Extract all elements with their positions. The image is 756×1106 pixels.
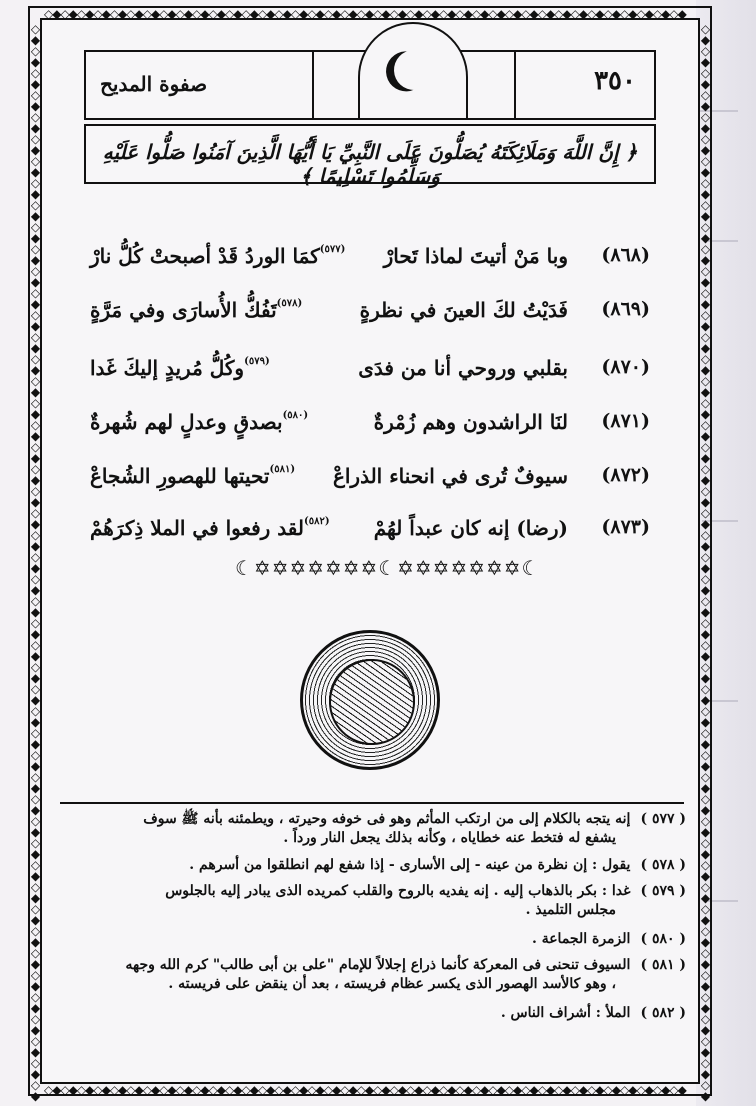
footnote-ref: (٥٨١) <box>269 464 296 475</box>
footnote <box>60 930 686 949</box>
page-number: ٣٥٠ <box>594 66 636 96</box>
quran-verse-box <box>84 124 656 188</box>
footnote-text: الملأ : أشراف الناس . <box>500 1005 631 1021</box>
poem-line <box>90 298 650 338</box>
quran-verse: ﴿ إِنَّ اللَّهَ وَمَلَائِكَتَهُ يُصَلُّونَ عَلَى النَّبِيِّ يَا أَيُّهَا الَّذِينَ آمَنُوا صَلُّوا عَلَيْهِ وَسَلِّمُوا تَسْلِيمًا ﴾ <box>102 140 638 188</box>
footnote-number: ( ٥٨١ ) <box>640 957 686 973</box>
footnote-ref: (٥٨٠) <box>282 410 309 421</box>
footnote <box>60 956 686 994</box>
first-hemistich: (رضا) إنه كان عبداً لهُمْ <box>373 516 568 540</box>
footnote-ref: (٥٧٧) <box>319 244 346 255</box>
footnote-text: يشفع له فتخط عنه خطاياه ، وكأنه بذلك يجعل النار ورداً . <box>283 830 616 846</box>
bleed-line <box>708 240 738 242</box>
bleed-line <box>708 900 738 902</box>
footnote <box>60 882 686 920</box>
calligraphy-seal <box>300 630 440 770</box>
second-hemistich: $^{(٥٧٩)}$وكُلُّ مُريدٍ إليكَ غَدا <box>90 356 270 380</box>
first-hemistich: لنَا الراشدون وهم زُمْرةٌ <box>373 410 568 434</box>
verse-number: (٨٧١) <box>601 410 650 432</box>
verse-number: (٨٧٢) <box>601 464 650 486</box>
second-hemistich: $^{(٥٧٨)}$تَفُكُّ الأُسارَى وفي مَرَّةٍ <box>90 298 303 322</box>
footnote-ref: (٥٨٢) <box>304 516 330 527</box>
border-chain-top: ◇◆◇◆◇◆◇◆◇◆◇◆◇◆◇◆◇◆◇◆◇◆◇◆◇◆◇◆◇◆◇◆◇◆◇◆◇◆◇◆◇◆◇◆◇◆◇◆◇◆◇◆◇◆◇◆◇◆◇◆◇◆◇◆◇◆◇◆◇◆◇◆◇◆◇◆◇◆ <box>44 7 686 21</box>
first-hemistich: فَدَيْتُ لكَ العينَ في نظرةٍ <box>359 298 568 322</box>
verse-number: (٨٧٣) <box>601 516 650 538</box>
footnote-text: غدا : بكر بالذهاب إليه . إنه يفديه بالروح والقلب كمريده الذى يبادر إليه بالجلوس <box>165 883 631 899</box>
footnote-divider <box>60 802 684 804</box>
border-chain-bottom: ◇◆◇◆◇◆◇◆◇◆◇◆◇◆◇◆◇◆◇◆◇◆◇◆◇◆◇◆◇◆◇◆◇◆◇◆◇◆◇◆◇◆◇◆◇◆◇◆◇◆◇◆◇◆◇◆◇◆◇◆◇◆◇◆◇◆◇◆◇◆◇◆◇◆◇◆◇◆ <box>44 1083 686 1097</box>
footnote-ref: (٥٧٩) <box>244 356 270 367</box>
second-hemistich: $^{(٥٨٠)}$بصدقٍ وعدلٍ لهم شُهرةٌ <box>90 410 309 434</box>
second-hemistich: $^{(٥٨٢)}$لقد رفعوا في الملا ذِكرَهُمْ <box>90 516 330 540</box>
footnote-number: ( ٥٧٩ ) <box>640 883 686 899</box>
footnote-text: مجلس التلميذ . <box>525 902 616 918</box>
poem-line <box>90 244 650 284</box>
footnote <box>60 810 686 848</box>
chapter-title: صفوة المديح <box>100 72 208 96</box>
footnote <box>60 856 686 875</box>
footnote <box>60 1004 686 1023</box>
arch-step-left <box>312 52 362 120</box>
second-hemistich: $^{(٥٨١)}$تحيتها للهصورِ الشُجاعْ <box>90 464 296 488</box>
verse-number: (٨٦٩) <box>601 298 650 320</box>
first-hemistich: وبا مَنْ أتيتَ لماذا تَحارْ <box>383 244 568 268</box>
second-hemistich: $^{(٥٧٧)}$كمَا الوردُ قَدْ أصبحتْ كُلُّ نارْ <box>90 244 346 268</box>
footnote-number: ( ٥٨٠ ) <box>640 931 686 947</box>
poem-line <box>90 464 650 504</box>
footnote-number: ( ٥٨٢ ) <box>640 1005 686 1021</box>
border-chain-left: ◇◆◇◆◇◆◇◆◇◆◇◆◇◆◇◆◇◆◇◆◇◆◇◆◇◆◇◆◇◆◇◆◇◆◇◆◇◆◇◆◇◆◇◆◇◆◇◆◇◆◇◆◇◆◇◆◇◆◇◆◇◆◇◆◇◆◇◆◇◆◇◆◇◆◇◆◇◆◇◆◇◆◇◆◇◆◇◆◇◆◇◆◇◆◇◆◇◆ <box>30 22 40 1103</box>
footnote-number: ( ٥٧٨ ) <box>640 857 686 873</box>
poem-line <box>90 410 650 450</box>
crescent-icon <box>388 44 439 95</box>
footnote-ref: (٥٧٨) <box>276 298 303 309</box>
star-ornament-row: ☾✡✡✡✡✡✡✡☾✡✡✡✡✡✡✡☾ <box>235 556 541 580</box>
poem-line <box>90 516 650 556</box>
verse-number: (٨٧٠) <box>601 356 650 378</box>
footnote-text: السيوف تنحنى فى المعركة كأنما ذراع إجلالاً للإمام "على بن أبى طالب" كرم الله وجهه <box>125 957 631 973</box>
footnote-text: يقول : إن نظرة من عينه - إلى الأسارى - إذا شفع لهم انطلقوا من أسرهم . <box>189 857 631 873</box>
footnote-number: ( ٥٧٧ ) <box>640 811 686 827</box>
page-header <box>84 50 656 120</box>
poem-line <box>90 356 650 396</box>
seal-center <box>329 659 415 745</box>
first-hemistich: بقلبي وروحي أنا من فدَى <box>358 356 568 380</box>
first-hemistich: سيوفٌ تُرى في انحناء الذراعْ <box>332 464 568 488</box>
footnote-text: الزمرة الجماعة . <box>531 931 631 947</box>
verse-number: (٨٦٨) <box>601 244 650 266</box>
border-chain-right: ◇◆◇◆◇◆◇◆◇◆◇◆◇◆◇◆◇◆◇◆◇◆◇◆◇◆◇◆◇◆◇◆◇◆◇◆◇◆◇◆◇◆◇◆◇◆◇◆◇◆◇◆◇◆◇◆◇◆◇◆◇◆◇◆◇◆◇◆◇◆◇◆◇◆◇◆◇◆◇◆◇◆◇◆◇◆◇◆◇◆◇◆◇◆◇◆◇◆ <box>700 22 710 1103</box>
arch-step-right <box>466 52 516 120</box>
footnote-text: ، وهو كالأسد الهصور الذى يكسر عظام فريسته ، بعد أن ينقض على فريسته . <box>168 976 616 992</box>
footnote-text: إنه يتجه بالكلام إلى من ارتكب المأثم وهو فى خوفه وحيرته ، ويطمئنه بأنه ﷺ سوف <box>143 811 631 827</box>
